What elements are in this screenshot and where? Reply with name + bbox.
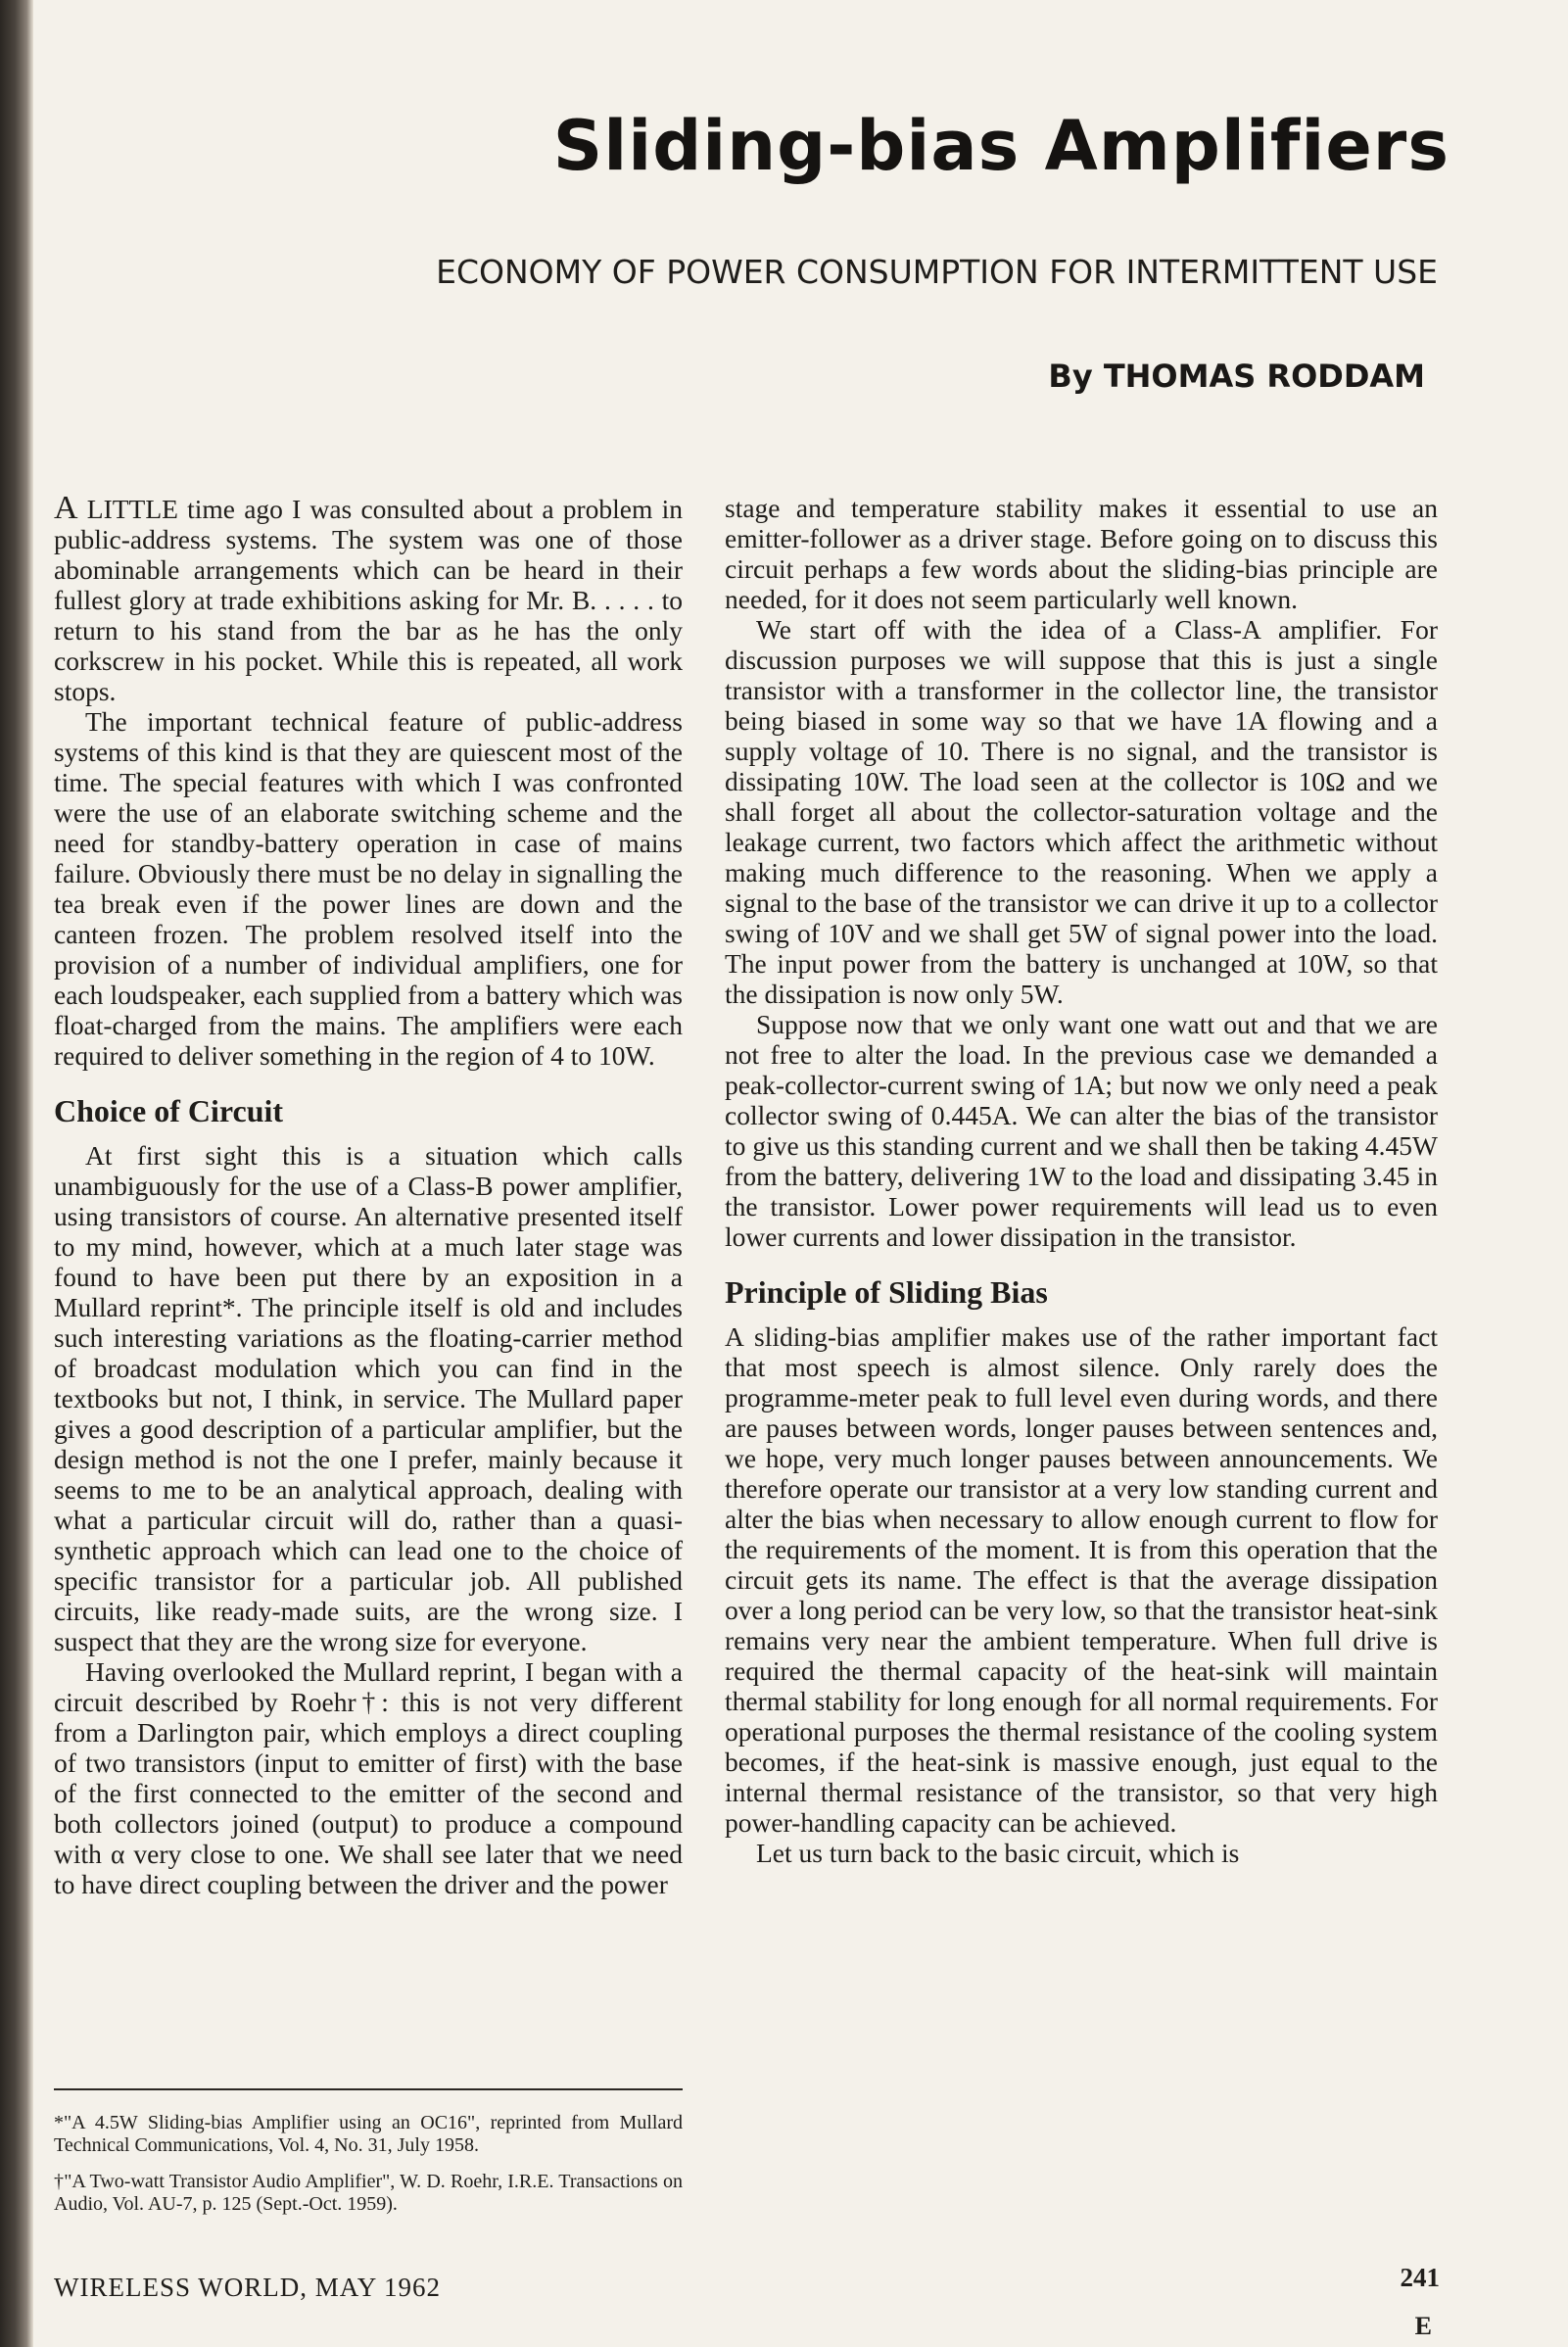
book-binding-edge — [0, 0, 33, 2347]
paragraph: A sliding-bias amplifier makes use of the rather important fact that most speech is almost silence. Only rarely does the programme-meter peak to full level even during words, and there are pauses between words, longer pauses between sentences and, we hope, very much longer pauses between announcements. We therefore operate our transistor at a very low standing current and alter the bias when necessary to allow enough current to flow for the requirements of the moment. It is from this operation that the circuit gets its name. The effect is that the average dissipation over a long period can be very low, so that the transistor heat-sink remains very near the ambient temperature. When full drive is required the thermal capacity of the heat-sink will maintain thermal stability for long enough for all normal requirements. For operational purposes the thermal resistance of the cooling system becomes, if the heat-sink is massive enough, just equal to the internal thermal resistance of the transistor, so that very high power-handling capacity can be achieved. — [725, 1321, 1438, 1838]
paragraph: At first sight this is a situation which calls unambiguously for the use of a Class-B power amplifier, using transistors of course. An alternative presented itself to my mind, however, which at a much later stage was found to have been put there by an exposition in a Mullard reprint*. The principle itself is old and includes such interesting variations as the floating-carrier method of broadcast modulation which you can find in the textbooks but not, I think, in service. The Mullard paper gives a good description of a particular amplifier, but the design method is not the one I prefer, mainly because it seems to me to be an analytical approach, dealing with what a particular circuit will do, rather than a quasi-synthetic approach which can lead one to the choice of specific transistor for a particular job. All published circuits, like ready-made suits, are the wrong size. I suspect that they are the wrong size for everyone. — [54, 1140, 683, 1656]
footnotes — [54, 2088, 683, 2229]
section-heading: Choice of Circuit — [54, 1093, 284, 1128]
paragraph: Having overlooked the Mullard reprint, I began with a circuit described by Roehr†: this is not very different from a Darlington pair, which employs a direct coupling of two transistors (input to emitter of first) with the base of the first connected to the emitter of the second and both collectors joined (output) to produce a compound with α very close to one. We shall see later that we need to have direct coupling between the driver and the power — [54, 1656, 683, 1899]
paragraph: stage and temperature stability makes it essential to use an emitter-follower as a driver stage. Before going on to discuss this circuit perhaps a few words about the sliding-bias principle are needed, for it does not seem particularly well known. — [725, 493, 1438, 614]
paragraph: We start off with the idea of a Class-A amplifier. For discussion purposes we will suppose that this is just a single transistor with a transformer in the collector line, the transistor being biased in some way so that we have 1A flowing and a supply voltage of 10. There is no signal, and the transistor is dissipating 10W. The load seen at the collector is 10Ω and we shall forget all about the collector-saturation voltage and the leakage current, two factors which affect the arithmetic without making much difference to the reasoning. When we apply a signal to the base of the transistor we can drive it up to a collector swing of 10V and we shall get 5W of signal power into the load. The input power from the battery is unchanged at 10W, so that the dissipation is now only 5W. — [725, 614, 1438, 1009]
left-column — [54, 490, 683, 1899]
paragraph: Suppose now that we only want one watt out and that we are not free to alter the load. In the previous case we demanded a peak-collector-current swing of 1A; but now we only need a peak collector swing of 0.445A. We can alter the bias of the transistor to give us this standing current and we shall then be taking 4.45W from the battery, delivering 1W to the load and dissipating 3.45 in the transistor. Lower power requirements will lead us to even lower currents and lower dissipation in the transistor. — [725, 1009, 1438, 1252]
footnote: *"A 4.5W Sliding-bias Amplifier using an OC16", reprinted from Mullard Technical Communications, Vol. 4, No. 31, July 1958. — [54, 2112, 683, 2156]
drop-cap: A — [54, 490, 78, 526]
publication-footer: WIRELESS WORLD, MAY 1962 — [54, 2273, 442, 2302]
paragraph: The important technical feature of public-address systems of this kind is that they are quiescent most of the time. The special features with which I was confronted were the use of an elaborate switching scheme and the need for standby-battery operation in case of mains failure. Obviously there must be no delay in signalling the tea break even if the power lines are down and the canteen frozen. The problem resolved itself into the provision of a number of individual amplifiers, one for each loudspeaker, each supplied from a battery which was float-charged from the mains. The amplifiers were each required to deliver something in the region of 4 to 10W. — [54, 706, 683, 1071]
article-title: Sliding-bias Amplifiers — [552, 106, 1449, 186]
footnote: †"A Two-watt Transistor Audio Amplifier", W. D. Roehr, I.R.E. Transactions on Audio, Vol. AU-7, p. 125 (Sept.-Oct. 1959). — [54, 2171, 683, 2215]
page-number: 241 — [1400, 2263, 1440, 2292]
article-byline: By THOMAS RODDAM — [1048, 358, 1425, 395]
paragraph — [54, 490, 683, 706]
signature-mark: E — [1414, 2312, 1432, 2340]
paragraph-text: LITTLE time ago I was consulted about a problem in public-address systems. The system was one of those abominable arrangements which can be heard in their fullest glory at trade exhibitions asking for Mr. B. . . . . to return to his stand from the bar as he has the only corkscrew in his pocket. While this is repeated, all work stops. — [54, 494, 683, 706]
right-column — [725, 493, 1438, 1868]
article-subtitle: ECONOMY OF POWER CONSUMPTION FOR INTERMITTENT USE — [436, 253, 1438, 291]
paragraph: Let us turn back to the basic circuit, which is — [756, 1838, 1240, 1868]
section-heading: Principle of Sliding Bias — [725, 1274, 1048, 1310]
